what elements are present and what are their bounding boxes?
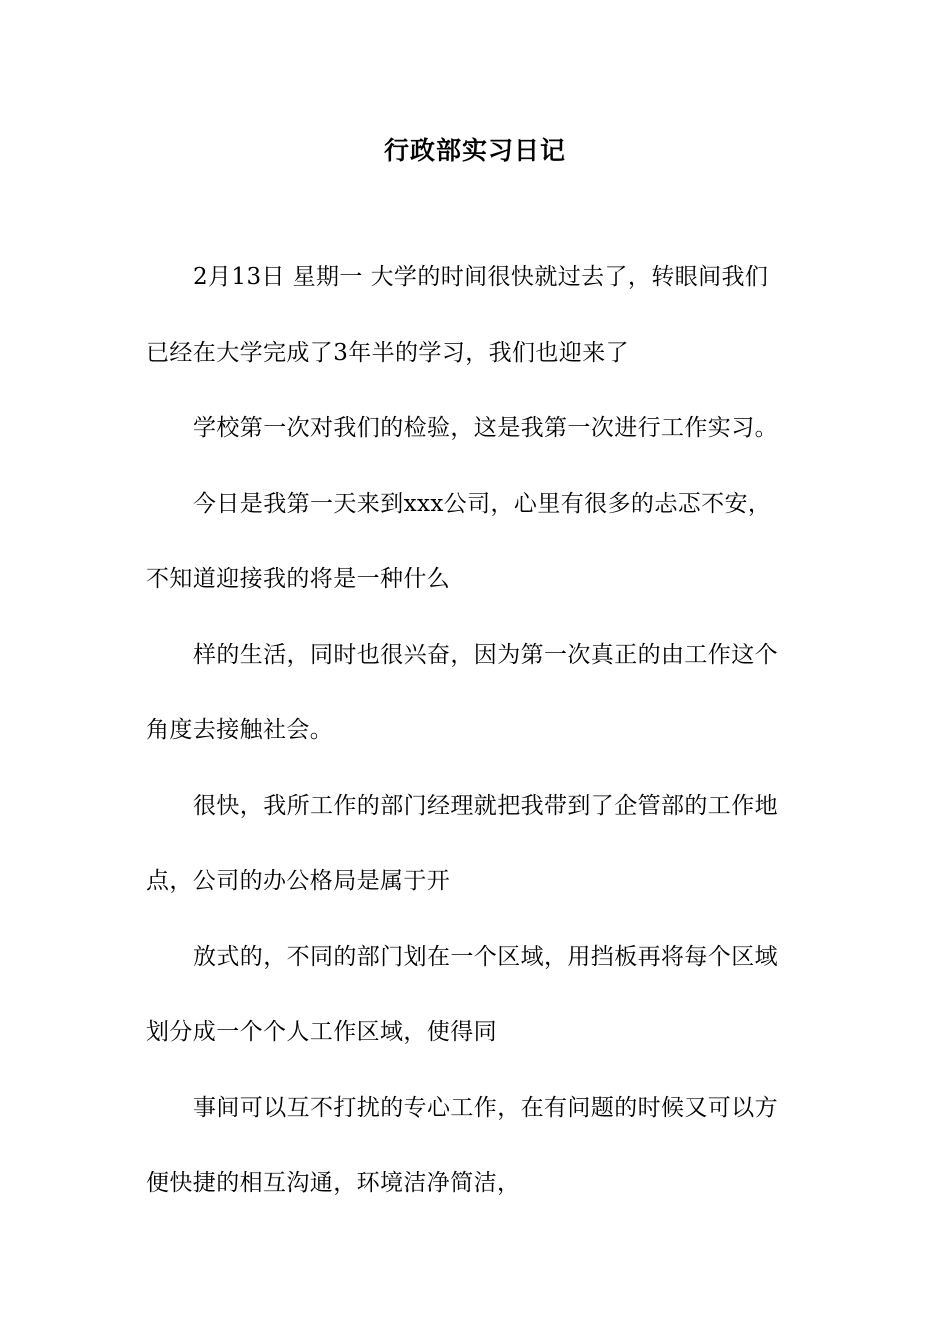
paragraph-line: 放式的，不同的部门划在一个区域，用挡板再将每个区域 [193,943,778,970]
paragraph-line: 今日是我第一天来到xxx公司，心里有很多的忐忑不安， [193,490,772,517]
paragraph-line: 很快，我所工作的部门经理就把我带到了企管部的工作地 [193,792,778,819]
paragraph-line: 角度去接触社会。 [146,717,334,743]
paragraph-line: 不知道迎接我的将是一种什么 [146,566,451,592]
paragraph-line: 已经在大学完成了3年半的学习，我们也迎来了 [146,339,630,366]
paragraph-line: 便快捷的相互沟通，环境洁净简洁， [146,1170,521,1196]
paragraph-line: 点，公司的办公格局是属于开 [146,868,451,894]
paragraph-line: 2月13日 星期一 大学的时间很快就过去了，转眼间我们 [193,264,769,290]
document-body [146,257,808,1239]
document-title: 行政部实习日记 [383,136,566,165]
paragraph-line: 学校第一次对我们的检验，这是我第一次进行工作实习。 [193,415,778,441]
paragraph-line: 划分成一个个人工作区域，使得同 [146,1019,497,1045]
paragraph-line: 样的生活，同时也很兴奋，因为第一次真正的由工作这个 [193,641,778,668]
paragraph-line: 事间可以互不打扰的专心工作，在有问题的时候又可以方 [193,1094,778,1121]
